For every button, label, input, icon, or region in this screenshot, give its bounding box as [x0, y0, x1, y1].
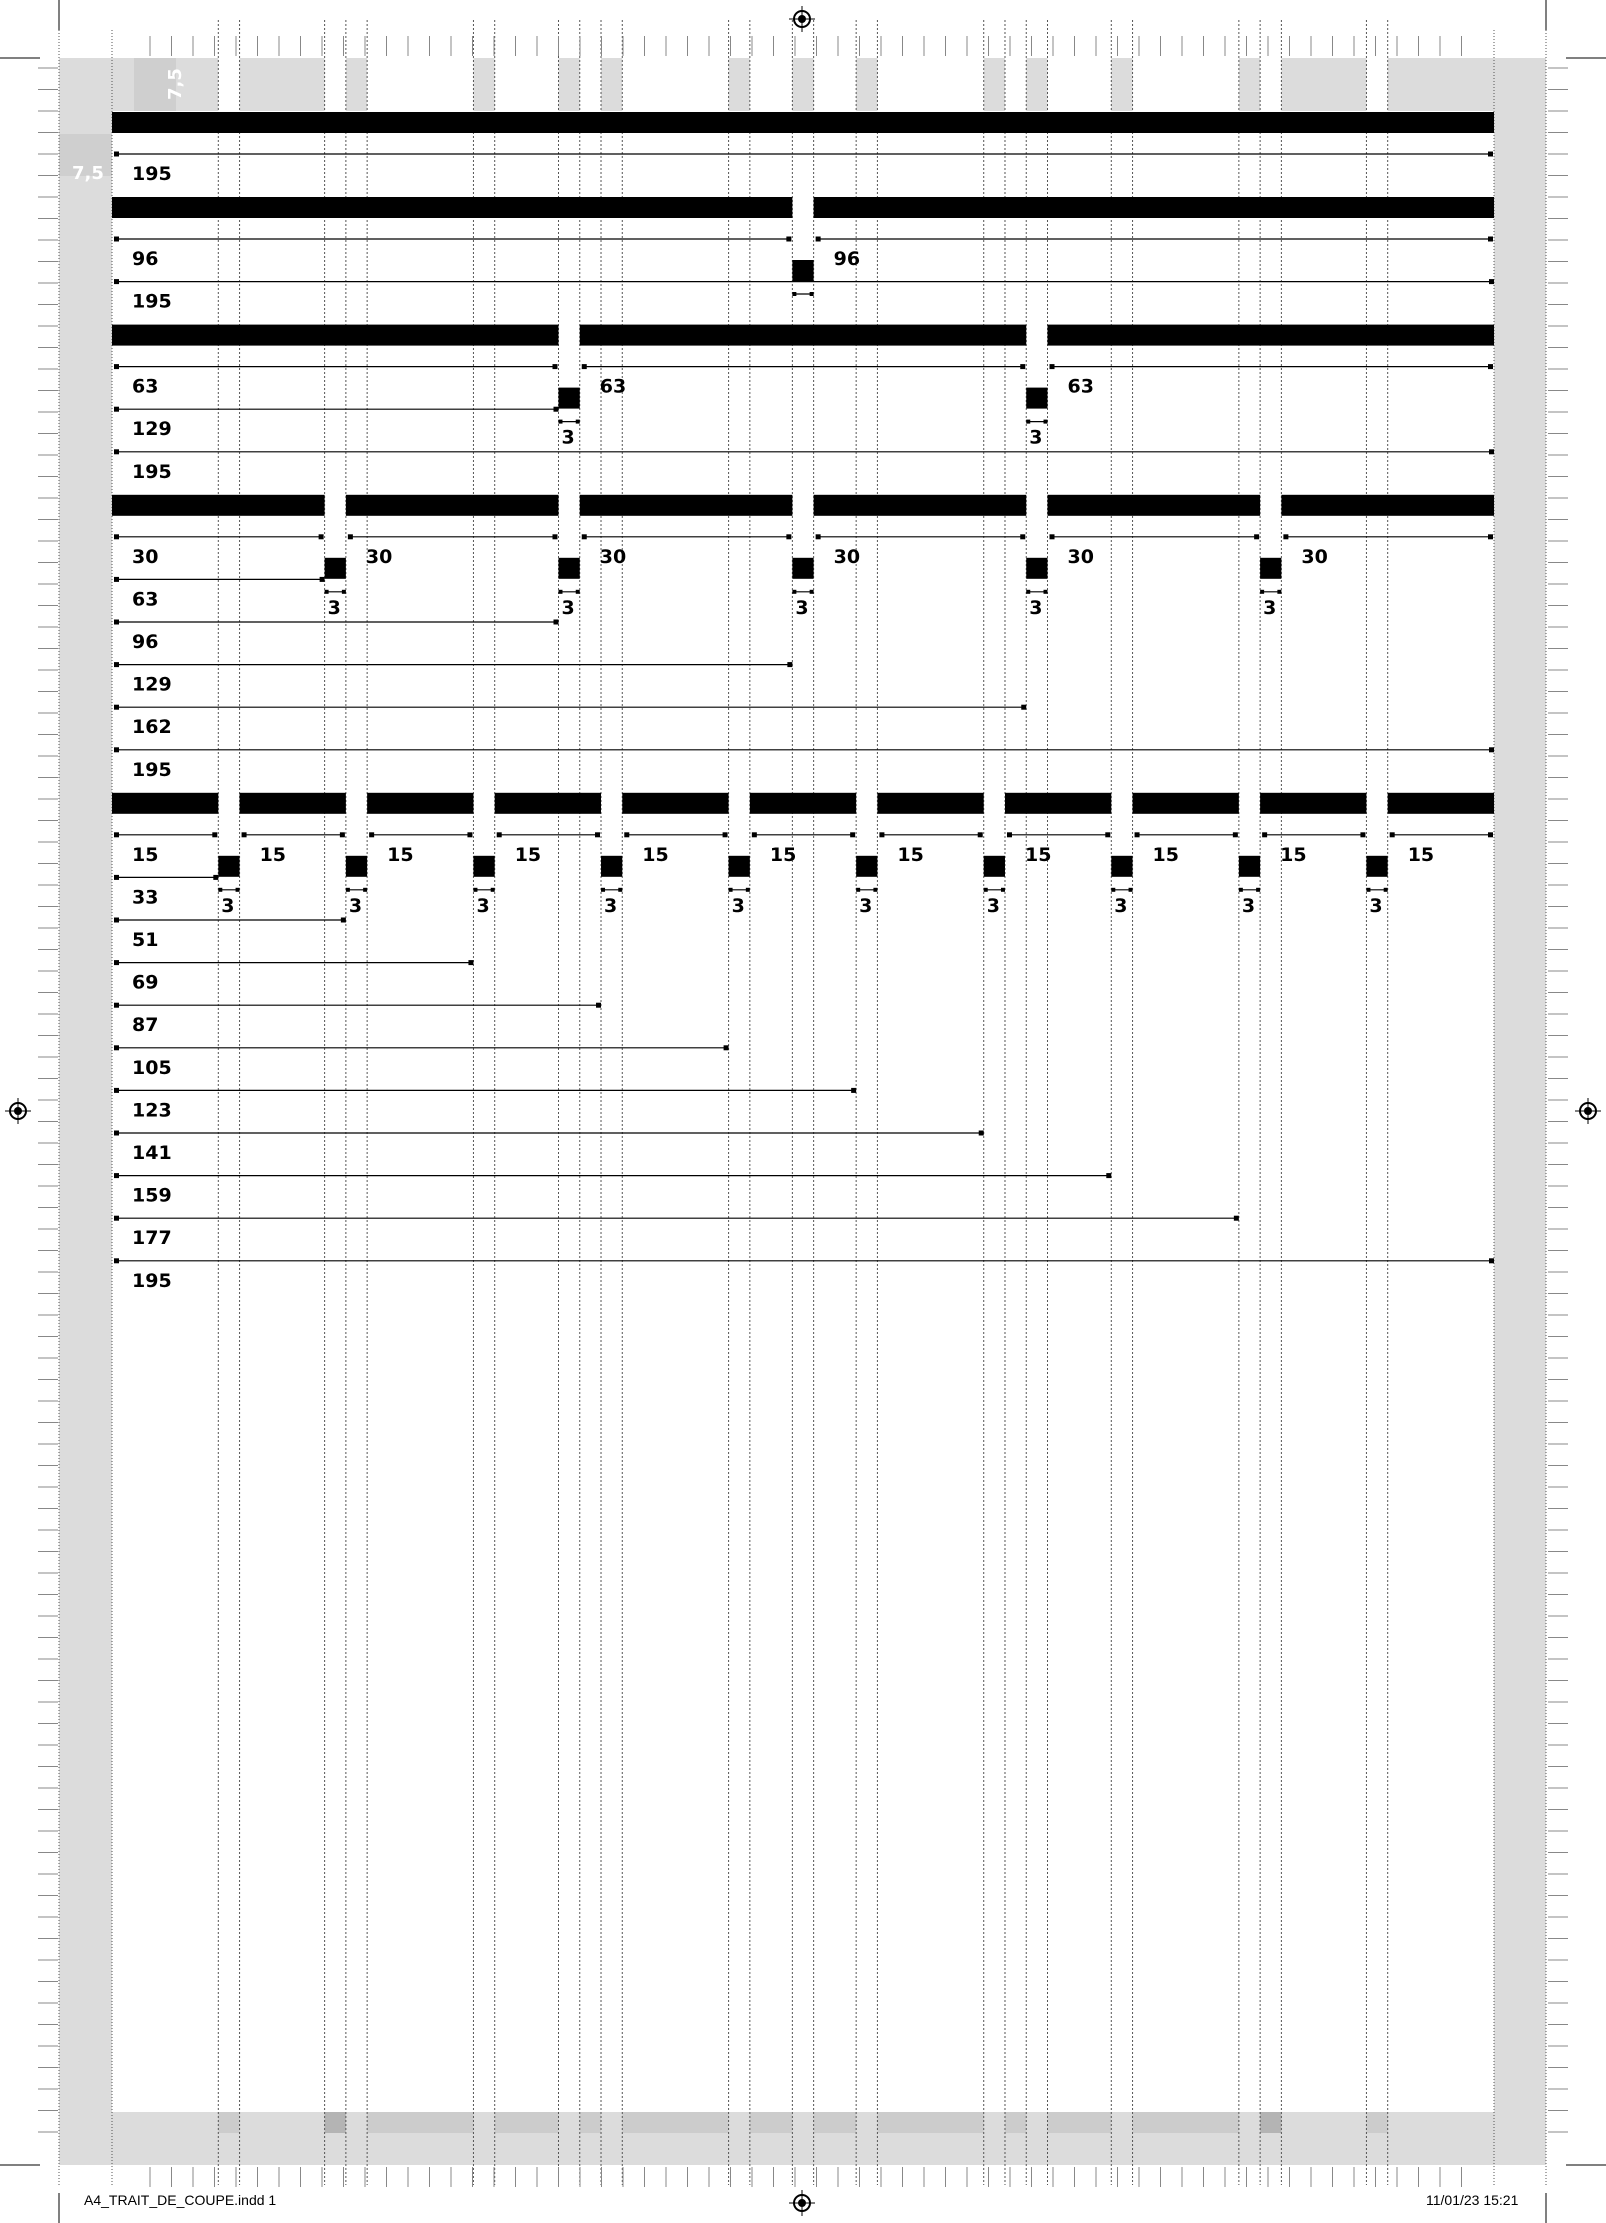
- bottom-gutter-marker: [325, 2112, 346, 2133]
- gutter-tab: [1260, 58, 1281, 111]
- dimension-endpoint: [1277, 590, 1281, 594]
- dimension-endpoint: [1233, 832, 1238, 837]
- dimension-endpoint: [816, 237, 821, 242]
- dimension-label: 30: [833, 545, 861, 568]
- gutter-label: 3: [1263, 596, 1277, 619]
- gutter-tab: [1366, 58, 1387, 111]
- gutter-label: 3: [561, 426, 575, 449]
- gutter-label: 3: [731, 894, 745, 917]
- dimension-endpoint: [218, 888, 222, 892]
- gutter-label: 3: [1369, 894, 1383, 917]
- gutter-block: [1260, 558, 1281, 579]
- dimension-label: 30: [365, 545, 393, 568]
- cut-bar: [346, 495, 559, 516]
- gutter-block: [856, 856, 877, 877]
- gutter-label: 3: [1029, 426, 1043, 449]
- right-bleed-strip: [1494, 58, 1546, 2165]
- bottom-gutter-marker: [1005, 2112, 1026, 2133]
- gutter-block: [984, 856, 1005, 877]
- gutter-block: [1366, 856, 1387, 877]
- gutter-block: [218, 856, 239, 877]
- dimension-label: 15: [897, 843, 924, 866]
- dimension-endpoint: [114, 918, 119, 923]
- dimension-endpoint: [236, 888, 240, 892]
- cumulative-label: 96: [132, 631, 159, 653]
- cumulative-label: 105: [132, 1056, 172, 1079]
- registration-mark-icon: [789, 6, 815, 32]
- cut-bar: [112, 112, 1494, 133]
- bottom-gutter-marker: [750, 2112, 793, 2133]
- gutter-tab: [218, 58, 239, 111]
- gutter-tab: [1133, 58, 1239, 111]
- dimension-endpoint: [114, 747, 119, 752]
- gutter-label: 3: [986, 894, 1000, 917]
- dimension-endpoint: [1105, 832, 1110, 837]
- dimension-endpoint: [1488, 152, 1493, 157]
- gutter-tab: [877, 58, 983, 111]
- gutter-block: [1026, 558, 1047, 579]
- cut-bar: [1281, 495, 1494, 516]
- dimension-endpoint: [979, 1131, 984, 1136]
- cumulative-label: 162: [132, 716, 172, 739]
- dimension-endpoint: [114, 1216, 119, 1221]
- dimension-endpoint: [468, 960, 473, 965]
- dimension-endpoint: [1254, 534, 1259, 539]
- dimension-endpoint: [1129, 888, 1133, 892]
- cumulative-label: 177: [132, 1227, 172, 1250]
- dimension-endpoint: [473, 888, 477, 892]
- dimension-endpoint: [558, 420, 562, 424]
- registration-mark-icon: [1575, 1098, 1601, 1124]
- dimension-endpoint: [576, 590, 580, 594]
- cut-bar: [580, 325, 1026, 346]
- bottom-gutter-marker: [1260, 2112, 1281, 2133]
- dimension-endpoint: [340, 832, 345, 837]
- dimension-endpoint: [114, 620, 119, 625]
- cumulative-label: 141: [132, 1142, 172, 1164]
- dimension-endpoint: [787, 662, 792, 667]
- dimension-endpoint: [114, 279, 119, 284]
- cumulative-label: 195: [132, 290, 172, 313]
- gutter-tab: [580, 58, 601, 111]
- dimension-label: 15: [259, 843, 287, 866]
- bottom-gutter-marker: [1366, 2112, 1387, 2133]
- left-margin-label: 7,5: [72, 163, 104, 184]
- cut-bar: [622, 793, 728, 814]
- dimension-endpoint: [1007, 832, 1012, 837]
- dimension-endpoint: [114, 237, 119, 242]
- dimension-endpoint: [341, 918, 346, 923]
- dimension-endpoint: [325, 590, 329, 594]
- dimension-endpoint: [873, 888, 877, 892]
- dimension-label: 15: [1024, 843, 1052, 866]
- dimension-label: 15: [1152, 843, 1180, 866]
- dimension-endpoint: [114, 1003, 119, 1008]
- dimension-endpoint: [1283, 534, 1288, 539]
- cut-bar: [367, 793, 473, 814]
- cumulative-label: 33: [132, 886, 159, 909]
- gutter-block: [1239, 856, 1260, 877]
- dimension-endpoint: [1239, 888, 1243, 892]
- dimension-endpoint: [1260, 590, 1264, 594]
- gutter-label: 3: [327, 596, 341, 619]
- dimension-endpoint: [491, 888, 495, 892]
- bottom-gutter-marker: [622, 2112, 728, 2133]
- dimension-endpoint: [114, 152, 119, 157]
- dimension-endpoint: [792, 292, 796, 296]
- gutter-block: [558, 558, 579, 579]
- cumulative-label: 129: [132, 673, 172, 696]
- dimension-endpoint: [1020, 364, 1025, 369]
- dimension-label: 96: [833, 248, 861, 270]
- dimension-label: 15: [387, 843, 414, 866]
- cut-bar: [1005, 793, 1111, 814]
- dimension-endpoint: [553, 407, 558, 412]
- bottom-gutter-marker: [218, 2112, 239, 2133]
- dimension-endpoint: [596, 1003, 601, 1008]
- cut-bar: [240, 793, 346, 814]
- dimension-endpoint: [552, 364, 557, 369]
- gutter-tab: [750, 58, 793, 111]
- gutter-block: [729, 856, 750, 877]
- dimension-endpoint: [369, 832, 374, 837]
- dimension-endpoint: [1489, 279, 1494, 284]
- dimension-label: 30: [1067, 545, 1094, 568]
- gutter-block: [558, 388, 579, 409]
- dimension-endpoint: [984, 888, 988, 892]
- gutter-label: 3: [1241, 894, 1256, 917]
- dimension-endpoint: [1234, 1216, 1239, 1221]
- gutter-label: 3: [476, 894, 490, 917]
- dimension-label: 63: [132, 375, 159, 398]
- registration-mark-icon: [789, 2190, 815, 2216]
- dimension-label: 30: [132, 545, 159, 568]
- dimension-label: 15: [514, 843, 542, 866]
- dimension-endpoint: [746, 888, 750, 892]
- dimension-endpoint: [212, 832, 217, 837]
- dimension-endpoint: [346, 888, 350, 892]
- registration-mark-icon: [5, 1098, 31, 1124]
- cumulative-label: 195: [132, 758, 172, 781]
- dimension-endpoint: [1135, 832, 1140, 837]
- dimension-label: 15: [1407, 843, 1435, 866]
- dimension-endpoint: [752, 832, 757, 837]
- dimension-endpoint: [1489, 449, 1494, 454]
- dimension-endpoint: [114, 705, 119, 710]
- dimension-label: 15: [1280, 843, 1307, 866]
- bottom-gutter-marker: [580, 2112, 601, 2133]
- cut-bar: [1048, 325, 1494, 346]
- dimension-label: 15: [769, 843, 797, 866]
- cut-bar: [1260, 793, 1366, 814]
- bottom-gutter-marker: [495, 2112, 559, 2133]
- dimension-endpoint: [1390, 832, 1395, 837]
- dimension-endpoint: [601, 888, 605, 892]
- dimension-label: 96: [132, 248, 159, 270]
- dimension-endpoint: [213, 875, 218, 880]
- gutter-tab: [622, 58, 728, 111]
- dimension-endpoint: [363, 888, 367, 892]
- gutter-tab: [325, 58, 346, 111]
- cut-bar: [1048, 495, 1261, 516]
- dimension-endpoint: [851, 1088, 856, 1093]
- dimension-endpoint: [624, 832, 629, 837]
- gutter-tab: [814, 58, 857, 111]
- dimension-endpoint: [114, 875, 119, 880]
- dimension-endpoint: [1001, 888, 1005, 892]
- gutter-label: 3: [1029, 596, 1043, 619]
- cumulative-label: 129: [132, 418, 172, 441]
- dimension-endpoint: [850, 832, 855, 837]
- dimension-label: 63: [599, 375, 627, 398]
- bottom-gutter-marker: [367, 2112, 473, 2133]
- date-time-slug: 11/01/23 15:21: [1426, 2192, 1519, 2208]
- cut-bar: [1133, 793, 1239, 814]
- dimension-endpoint: [114, 960, 119, 965]
- dimension-endpoint: [1488, 534, 1493, 539]
- dimension-endpoint: [558, 590, 562, 594]
- cumulative-label: 51: [132, 929, 159, 951]
- dimension-endpoint: [114, 1258, 119, 1263]
- dimension-endpoint: [114, 1088, 119, 1093]
- dimension-endpoint: [582, 364, 587, 369]
- dimension-endpoint: [1366, 888, 1370, 892]
- left-bleed-strip: [59, 58, 112, 2165]
- dimension-endpoint: [724, 1045, 729, 1050]
- cut-bar: [495, 793, 601, 814]
- gutter-tab: [495, 58, 559, 111]
- dimension-endpoint: [978, 832, 983, 837]
- gutter-tab: [1048, 58, 1112, 111]
- dimension-endpoint: [1360, 832, 1365, 837]
- dimension-endpoint: [1050, 364, 1055, 369]
- gutter-tab: [367, 58, 473, 111]
- dimension-endpoint: [497, 832, 502, 837]
- file-name-slug: A4_TRAIT_DE_COUPE.indd 1: [84, 2192, 277, 2208]
- cut-bar: [814, 495, 1027, 516]
- dimension-endpoint: [114, 364, 119, 369]
- dimension-endpoint: [1384, 888, 1388, 892]
- cumulative-label: 159: [132, 1184, 172, 1207]
- cut-bar: [750, 793, 856, 814]
- cut-bar: [580, 495, 793, 516]
- dimension-endpoint: [1488, 832, 1493, 837]
- dimension-endpoint: [582, 534, 587, 539]
- gutter-tab: [1005, 58, 1026, 111]
- dimension-endpoint: [348, 534, 353, 539]
- gutter-block: [325, 558, 346, 579]
- dimension-endpoint: [1044, 590, 1048, 594]
- cut-bar: [1388, 793, 1494, 814]
- gutter-label: 3: [604, 894, 618, 917]
- gutter-label: 3: [221, 894, 235, 917]
- dimension-endpoint: [319, 534, 324, 539]
- gutter-label: 3: [348, 894, 363, 917]
- dimension-endpoint: [552, 534, 557, 539]
- cut-bar: [112, 197, 792, 218]
- gutter-block: [792, 558, 813, 579]
- bleed-area-layer: [59, 58, 1546, 2165]
- cumulative-label: 69: [132, 971, 159, 994]
- dimension-endpoint: [1256, 888, 1260, 892]
- cut-bar: [112, 495, 325, 516]
- dimension-endpoint: [114, 1173, 119, 1178]
- dimension-endpoint: [1044, 420, 1048, 424]
- cut-bar: [112, 325, 558, 346]
- dimension-label: 30: [599, 545, 627, 568]
- top-bleed-strip: [59, 58, 1546, 111]
- cumulative-label: 195: [132, 460, 172, 483]
- dimension-endpoint: [576, 420, 580, 424]
- dimension-endpoint: [114, 662, 119, 667]
- gutter-block: [1026, 388, 1047, 409]
- cumulative-label: 87: [132, 1014, 159, 1037]
- gutter-block: [346, 856, 367, 877]
- gutter-label: 3: [1114, 894, 1128, 917]
- dimension-endpoint: [553, 620, 558, 625]
- dimension-label: 15: [132, 843, 159, 866]
- dimension-endpoint: [1050, 534, 1055, 539]
- dimension-endpoint: [114, 407, 119, 412]
- dimension-endpoint: [467, 832, 472, 837]
- cut-bands-layer: [112, 112, 1494, 1292]
- dimension-endpoint: [1262, 832, 1267, 837]
- gutter-block: [473, 856, 494, 877]
- dimension-endpoint: [792, 590, 796, 594]
- gutter-label: 3: [795, 596, 809, 619]
- dimension-endpoint: [114, 832, 119, 837]
- cut-bar: [877, 793, 983, 814]
- dimension-endpoint: [1488, 237, 1493, 242]
- dimension-label: 63: [1067, 375, 1094, 398]
- dimension-endpoint: [342, 590, 346, 594]
- cumulative-label: 195: [132, 1269, 172, 1292]
- dimension-endpoint: [810, 590, 814, 594]
- cumulative-label: 123: [132, 1099, 172, 1122]
- gutter-block: [792, 260, 813, 281]
- gutter-label: 3: [561, 596, 575, 619]
- gutter-label: 3: [859, 894, 873, 917]
- bottom-gutter-marker: [1048, 2112, 1112, 2133]
- dimension-endpoint: [1026, 420, 1030, 424]
- gutter-block: [601, 856, 622, 877]
- dimension-label: 195: [132, 163, 172, 185]
- dimension-endpoint: [114, 1045, 119, 1050]
- dimension-endpoint: [1020, 534, 1025, 539]
- dimension-endpoint: [1021, 705, 1026, 710]
- dimension-endpoint: [810, 292, 814, 296]
- dimension-endpoint: [1489, 1258, 1494, 1263]
- cut-bar: [112, 793, 218, 814]
- dimension-label: 15: [642, 843, 669, 866]
- dimension-endpoint: [786, 534, 791, 539]
- top-margin-label: 7,5: [165, 68, 186, 100]
- bottom-gutter-marker: [1133, 2112, 1239, 2133]
- dimension-endpoint: [879, 832, 884, 837]
- bottom-bleed-strip: [59, 2112, 1546, 2165]
- dimension-endpoint: [618, 888, 622, 892]
- dimension-endpoint: [723, 832, 728, 837]
- dimension-endpoint: [114, 577, 119, 582]
- cut-bar: [814, 197, 1494, 218]
- dimension-endpoint: [114, 534, 119, 539]
- dimension-endpoint: [114, 449, 119, 454]
- dimension-label: 30: [1301, 545, 1328, 568]
- gutter-block: [1111, 856, 1132, 877]
- bottom-gutter-marker: [877, 2112, 983, 2133]
- dimension-endpoint: [786, 237, 791, 242]
- dimension-endpoint: [595, 832, 600, 837]
- cumulative-label: 63: [132, 588, 159, 611]
- dimension-endpoint: [320, 577, 325, 582]
- dimension-endpoint: [1111, 888, 1115, 892]
- bottom-gutter-marker: [814, 2112, 857, 2133]
- dimension-endpoint: [729, 888, 733, 892]
- dimension-endpoint: [856, 888, 860, 892]
- dimension-endpoint: [114, 1131, 119, 1136]
- dimension-endpoint: [816, 534, 821, 539]
- dimension-endpoint: [1106, 1173, 1111, 1178]
- dimension-endpoint: [1488, 364, 1493, 369]
- dimension-endpoint: [1026, 590, 1030, 594]
- dimension-endpoint: [1489, 747, 1494, 752]
- dimension-endpoint: [242, 832, 247, 837]
